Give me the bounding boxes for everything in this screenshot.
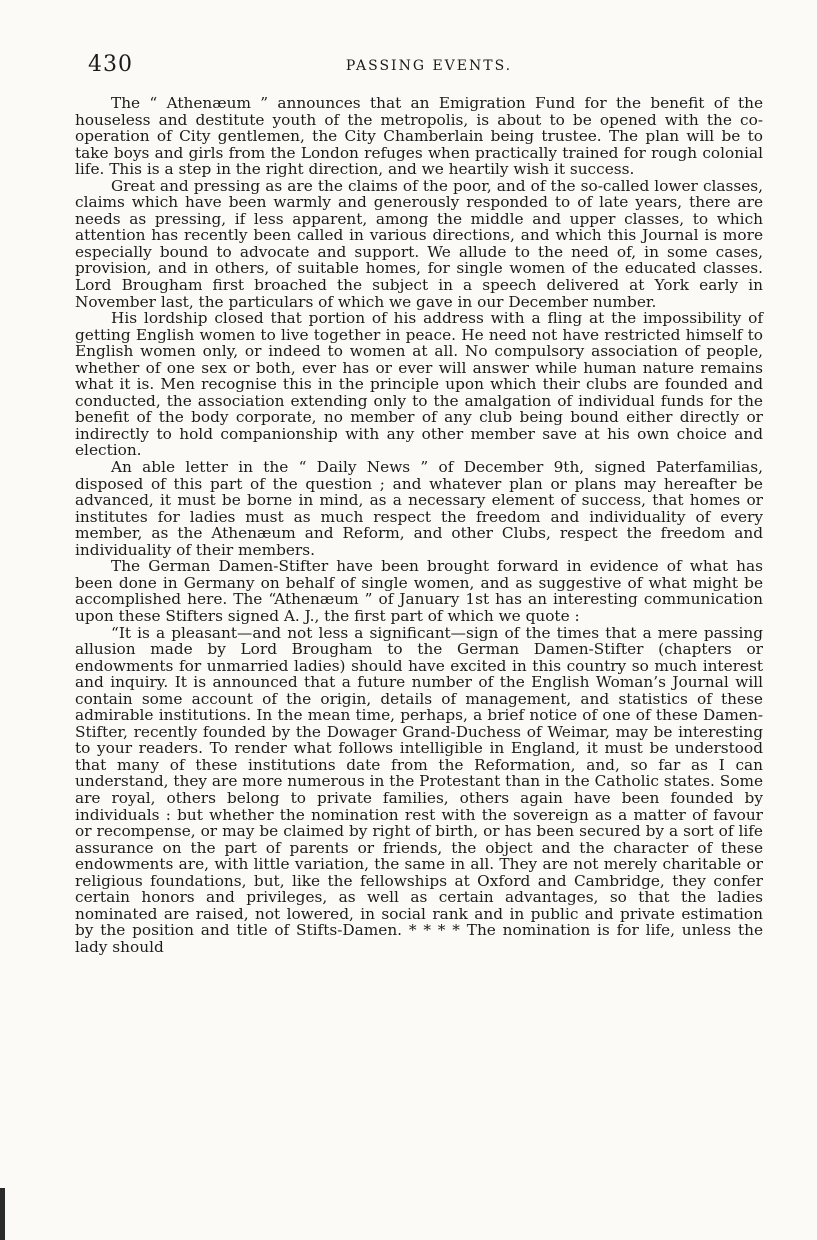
running-head: PASSING EVENTS. bbox=[345, 58, 513, 74]
article-body bbox=[75, 95, 763, 955]
scan-edge-mark bbox=[0, 1188, 5, 1240]
paragraph-daily-news-letter: An able letter in the “ Daily News ” of December 9th, signed Paterfamilias, disposed of this part of the question ; and whatever plan or plans may hereafter be advanced, it must be borne in mind, as a necessary element of success, that homes or institutes for ladies must as much respect the freedom and individuality of every member, as the Athenæum and Reform, and other Clubs, respect the freedom and individuality of their members. bbox=[75, 458, 763, 559]
page-number: 430 bbox=[88, 52, 133, 77]
paragraph-lord-brougham-remarks: His lordship closed that portion of his address with a fling at the impossibility of getting English women to live together in peace. He need not have restricted himself to English women only, or indeed to women at all. No compulsory association of people, whether of one sex or both, ever has or ever will answer while human nature remains what it is. Men recognise this in the principle upon which their clubs are founded and conducted, the association extending only to the amalgation of individual funds for the benefit of the body corporate, no member of any club being bound either directly or indirectly to hold companionship with any other member save at his own choice and election. bbox=[75, 309, 763, 460]
page-header bbox=[88, 52, 770, 80]
paragraph-damen-stifter: The German Damen-Stifter have been brought forward in evidence of what has been done in Germany on behalf of single women, and as suggestive of what might be accomplished here. The “Athenæum ” of January 1st has an interesting communication upon these Stifters signed A. J., the first part of which we quote : bbox=[75, 557, 763, 625]
paragraph-emigration-fund: The “ Athenæum ” announces that an Emigration Fund for the benefit of the houseless and destitute youth of the metropolis, is about to be opened with the co-operation of City gentlemen, the City Chamberlain being trustee. The plan will be to take boys and girls from the London refuges when practically trained for rough colonial life. This is a step in the right direction, and we heartily wish it success. bbox=[75, 94, 763, 179]
paragraph-needs-of-educated-women: Great and pressing as are the claims of the poor, and of the so-called lower classes, claims which have been warmly and generously responded to of late years, there are needs as pressing, if less apparent, among the middle and upper classes, to which attention has recently been called in various directions, and which this Journal is more especially bound to advocate and support. We allude to the need of, in some cases, provision, and in others, of suitable homes, for single women of the educated classes. Lord Brougham first broached the subject in a speech delivered at York early in November last, the particulars of which we gave in our December number. bbox=[75, 176, 763, 311]
paragraph-athenaeum-quote: “It is a pleasant—and not less a significant—sign of the times that a mere passing allusion made by Lord Brougham to the German Damen-Stifter (chapters or endowments for unmarried ladies) should have excited in this country so much interest and inquiry. It is announced that a future number of the English Woman’s Journal will contain some account of the origin, details of management, and statistics of these admirable institutions. In the mean time, perhaps, a brief notice of one of these Damen-Stifter, recently founded by the Dowager Grand-Duchess of Weimar, may be interesting to your readers. To render what follows intelligible in England, it must be understood that many of these institutions date from the Reformation, and, so far as I can understand, they are more numerous in the Protestant than in the Catholic states. Some are royal, others belong to private families, others again have been founded by individuals : but whether the nomination rest with the sovereign as a matter of favour or recompense, or may be claimed by right of birth, or has been secured by a sort of life assurance on the part of parents or friends, the object and the character of these endowments are, with little variation, the same in all. They are not merely charitable or religious foundations, but, like the fellowships at Oxford and Cambridge, they confer certain honors and privileges, as well as certain advantages, so that the ladies nominated are raised, not lowered, in social rank and in public and private estimation by the position and title of Stifts-Damen. * * * * The nomination is for life, unless the lady should bbox=[75, 623, 763, 956]
